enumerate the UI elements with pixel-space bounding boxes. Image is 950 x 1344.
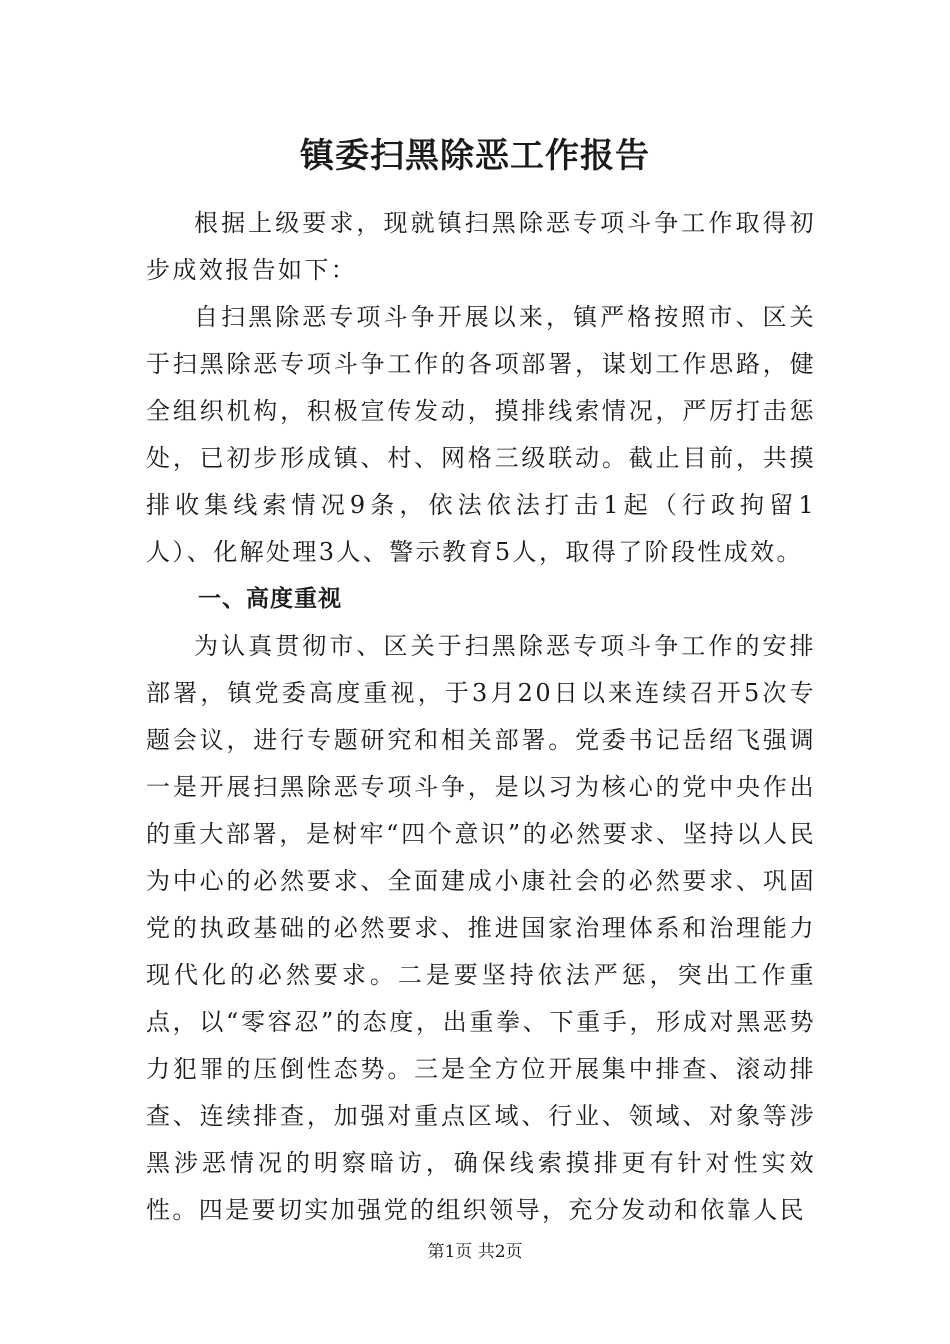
section-heading: 一、高度重视 xyxy=(198,586,342,612)
intro-paragraph: 根据上级要求，现就镇扫黑除恶专项斗争工作取得初步成效报告如下： xyxy=(146,209,816,284)
document-title: 镇委扫黑除恶工作报告 xyxy=(300,136,650,176)
page-footer: 第1页 共2页 xyxy=(427,1242,523,1262)
summary-paragraph: 自扫黑除恶专项斗争开展以来，镇严格按照市、区关于扫黑除恶专项斗争工作的各项部署，谋划工作思路，健全组织机构，积极宣传发动，摸排线索情况，严厉打击惩处，已初步形成镇、村、网格三级联动。截止目前，共摸排收集线索情况9条，依法依法打击1起（行政拘留1人）、化解处理3人、警示教育5人，取得了阶段性成效。 xyxy=(146,303,816,566)
document-body xyxy=(146,200,816,1234)
section-paragraph: 为认真贯彻市、区关于扫黑除恶专项斗争工作的安排部署，镇党委高度重视，于3月20日以来连续召开5次专题会议，进行专题研究和相关部署。党委书记岳绍飞强调一是开展扫黑除恶专项斗争，是以习为核心的党中央作出的重大部署，是树牢“四个意识”的必然要求、坚持以人民为中心的必然要求、全面建成小康社会的必然要求、巩固党的执政基础的必然要求、推进国家治理体系和治理能力现代化的必然要求。二是要坚持依法严惩，突出工作重点，以“零容忍”的态度，出重拳、下重手，形成对黑恶势力犯罪的压倒性态势。三是全方位开展集中排查、滚动排查、连续排查，加强对重点区域、行业、领域、对象等涉黑涉恶情况的明察暗访，确保线索摸排更有针对性实效性。四是要切实加强党的组织领导，充分发动和依靠人民 xyxy=(146,632,816,1224)
